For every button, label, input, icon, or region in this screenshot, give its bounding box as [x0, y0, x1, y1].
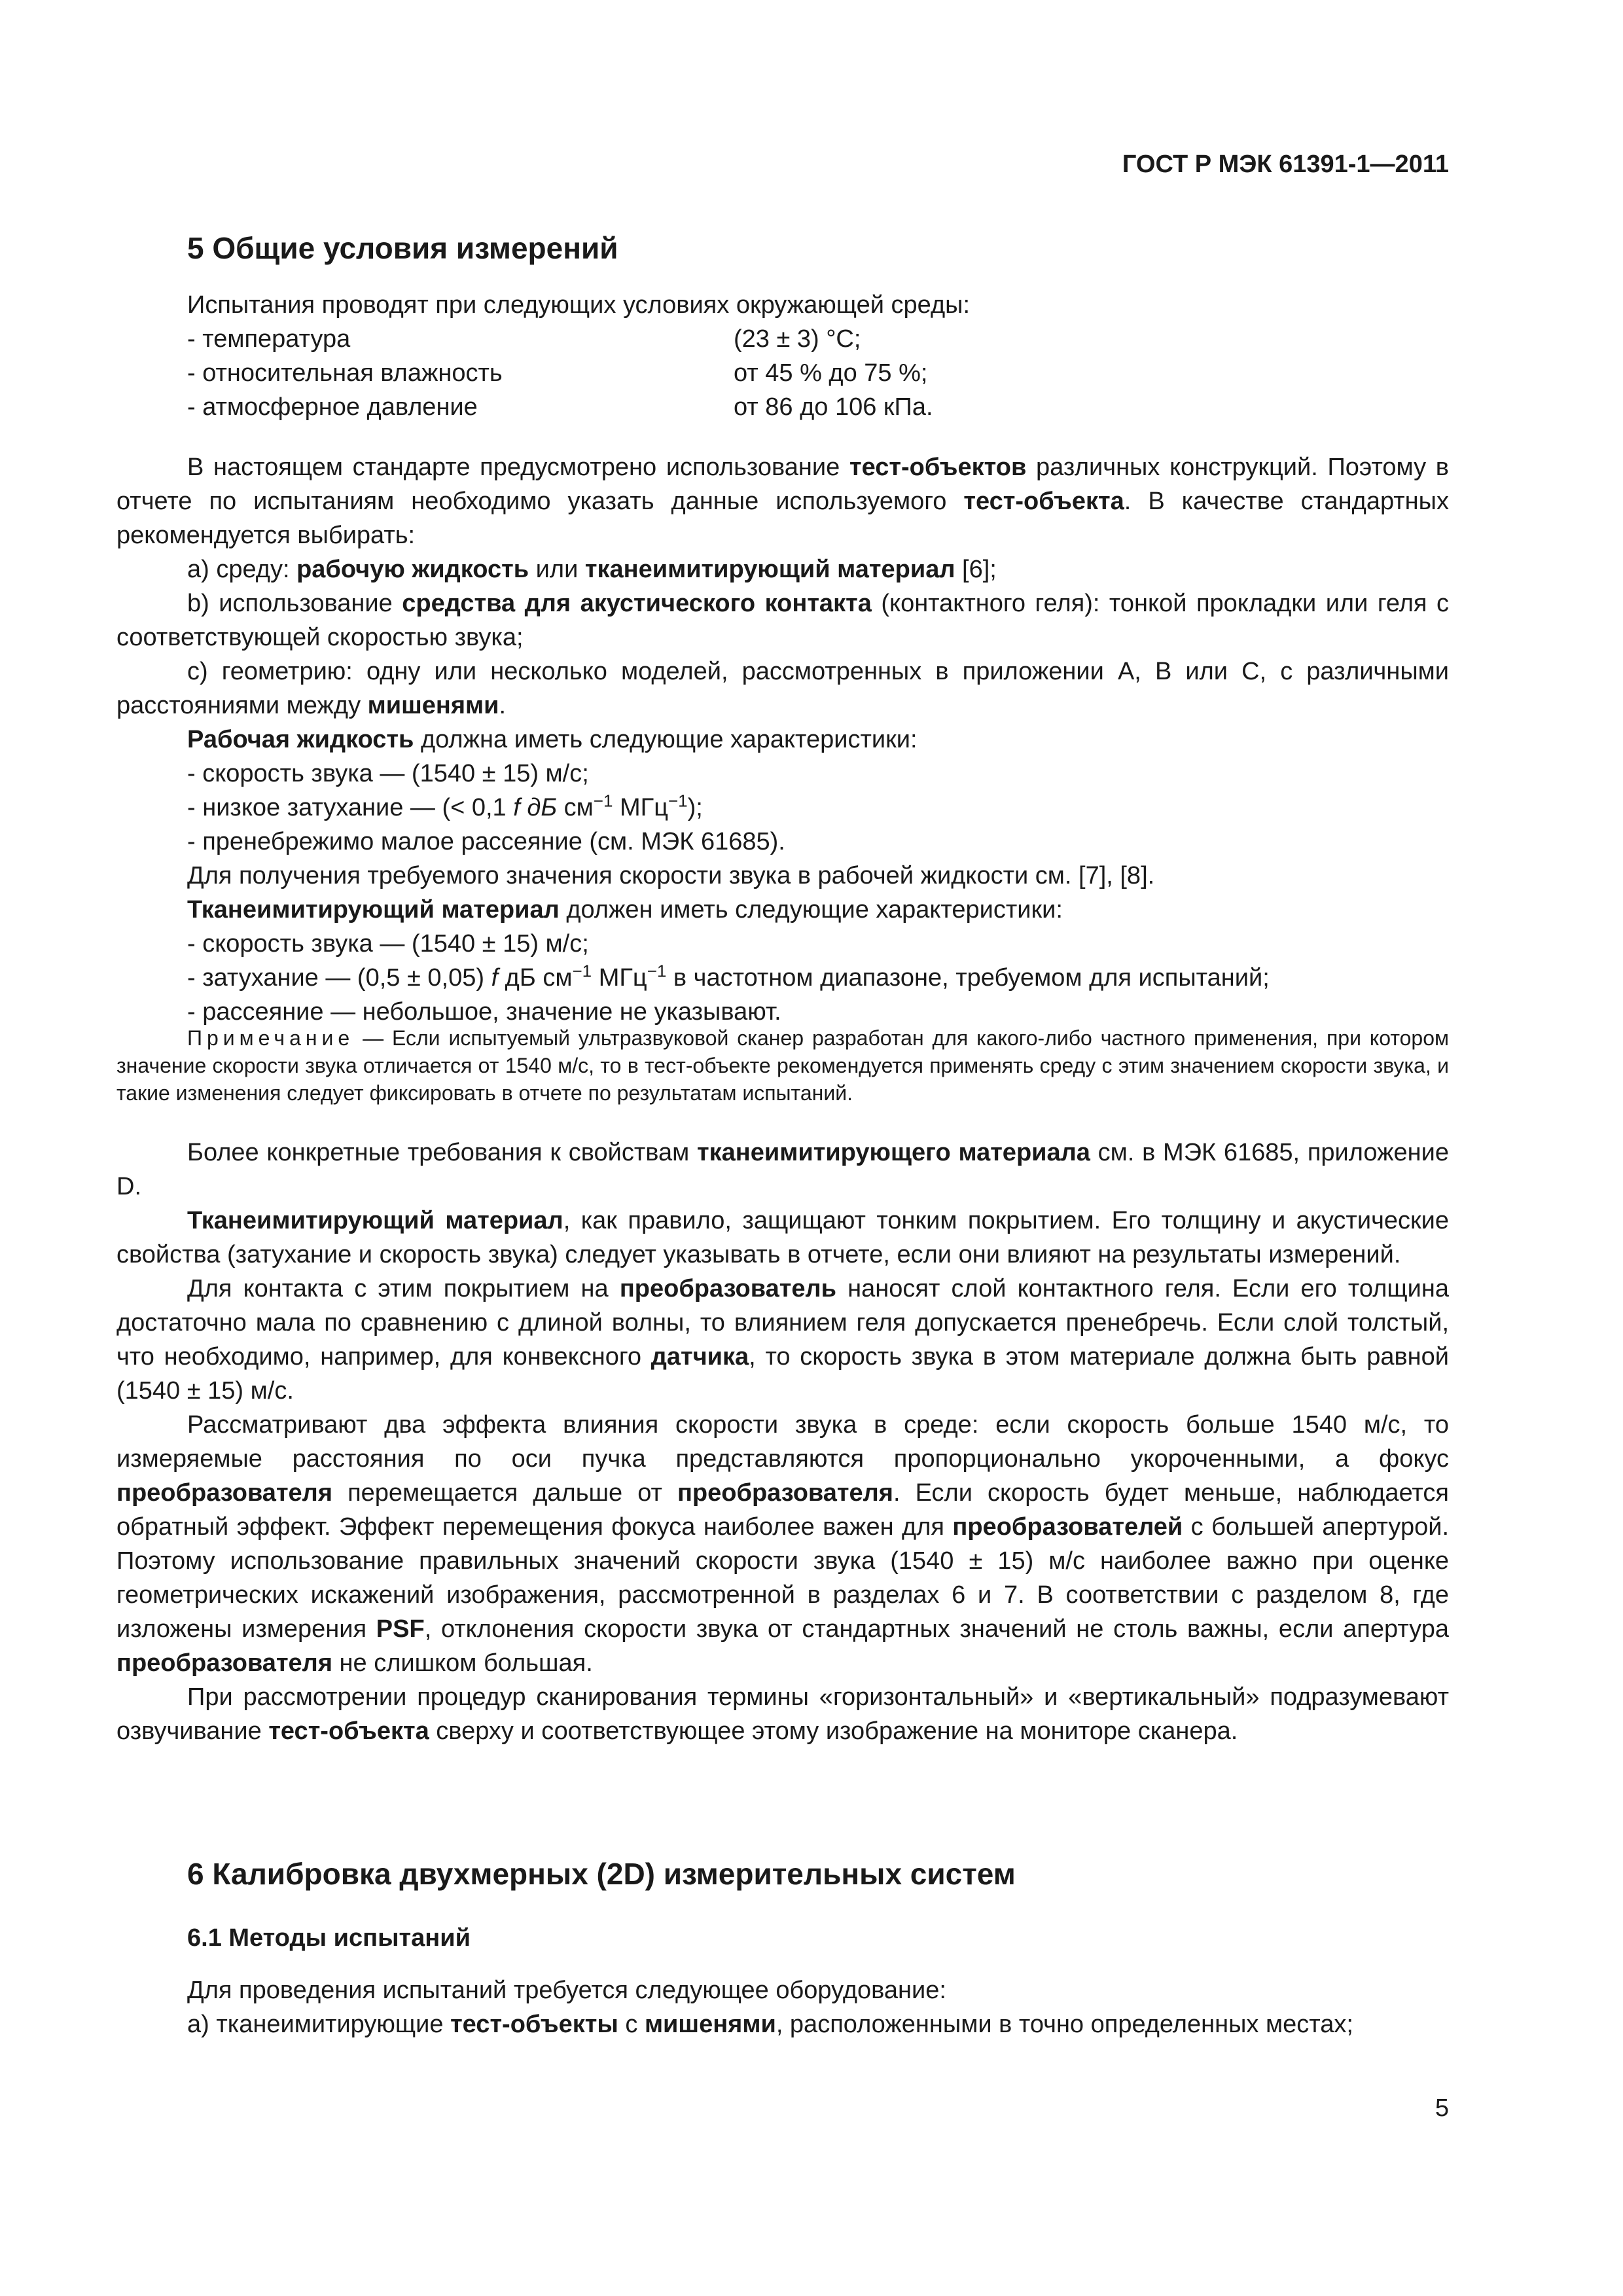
paragraph-orientation: При рассмотрении процедур сканирования термины «горизонтальный» и «вертикальный» подразумевают озвучивание тест-объекта сверху и соответствующее этому изображение на мониторе сканера.	[116, 1683, 1449, 1745]
section-5-body-upper	[116, 450, 1449, 1029]
list-item-a: а) среду: рабочую жидкость или тканеимитирующий материал [6];	[187, 556, 997, 583]
tm-scattering: - рассеяние — небольшое, значение не указывают.	[187, 998, 781, 1026]
document-page	[116, 0, 1449, 2296]
note-block	[116, 1024, 1449, 1107]
condition-name: - относительная влажность	[187, 359, 503, 387]
condition-name: - атмосферное давление	[187, 393, 478, 421]
condition-row	[187, 356, 970, 390]
tm-attenuation: - затухание — (0,5 ± 0,05) f дБ $см^{-1}$ МГц$^{-1}$ в частотном диапазоне, требуемом для испытаний;	[187, 961, 1270, 992]
page-number: 5	[1435, 2094, 1449, 2122]
section-5-title: 5 Общие условия измерений	[187, 231, 618, 265]
paragraph-coating: Тканеимитирующий материал, как правило, защищают тонким покрытием. Его толщину и акустические свойства (затухание и скорость звука) следует указывать в отчете, если они влияют на результаты измерений.	[116, 1207, 1449, 1268]
list-item-c: с) геометрию: одну или несколько моделей, рассмотренных в приложении А, В или С, с различными расстояниями между мишенями.	[116, 658, 1449, 719]
liquid-heading: Рабочая жидкость должна иметь следующие характеристики:	[187, 726, 918, 753]
conditions-intro: Испытания проводят при следующих условиях окружающей среды:	[187, 291, 970, 319]
equipment-item-a: а) тканеимитирующие тест-объекты с мишенями, расположенными в точно определенных местах;	[187, 2011, 1353, 2038]
condition-row	[187, 322, 970, 356]
equipment-intro: Для проведения испытаний требуется следующее оборудование:	[187, 1977, 946, 2004]
paragraph-speed-effects: Рассматривают два эффекта влияния скорости звука в среде: если скорость больше 1540 м/с, то измеряемые расстояния по оси пучка представляются пропорционально укороченными, а фокус преобразователя перемещается дальше от преобразователя. Если скорость будет меньше, наблюдается обратный эффект. Эффект перемещения фокуса наиболее важен для преобразователей с большей апертурой. Поэтому использование правильных значений скорости звука (1540 ± 15) м/с наиболее важно при оценке геометрических искажений изображения, рассмотренной в разделах 6 и 7. В соответствии с разделом 8, где изложены измерения PSF, отклонения скорости звука от стандартных значений не столь важны, если апертура преобразователя не слишком большая.	[116, 1411, 1450, 1677]
note-text: — Если испытуемый ультразвуковой сканер разработан для какого-либо частного применения, при котором значение скорости звука отличается от 1540 м/с, то в тест-объекте рекомендуется применять среду с этим значением скорости звука, и такие изменения следует фиксировать в отчете по результатам испытаний.	[116, 1026, 1449, 1105]
subsection-6-1-title: 6.1 Методы испытаний	[187, 1924, 471, 1952]
condition-value: от 45 % до 75 %;	[734, 359, 928, 387]
paragraph-specific-requirements: Более конкретные требования к свойствам тканеимитирующего материала см. в МЭК 61685, приложение D.	[116, 1139, 1449, 1200]
note-label: Примечание	[187, 1026, 355, 1050]
paragraph-gel: Для контакта с этим покрытием на преобразователь наносят слой контактного геля. Если его толщина достаточно мала по сравнению с длиной волны, то влиянием геля допускается пренебречь. Если слой толстый, что необходимо, например, для конвексного датчика, то скорость звука в этом материале должна быть равной (1540 ± 15) м/с.	[116, 1275, 1449, 1405]
condition-name: - температура	[187, 325, 351, 353]
section-5-body-lower	[116, 1136, 1449, 1748]
tm-speed: - скорость звука — (1540 ± 15) м/с;	[187, 930, 589, 958]
liquid-scattering: - пренебрежимо малое рассеяние (см. МЭК 61685).	[187, 828, 785, 855]
environment-conditions	[187, 288, 970, 424]
tm-heading: Тканеимитирующий материал должен иметь следующие характеристики:	[187, 896, 1063, 924]
document-reference: ГОСТ Р МЭК 61391-1—2011	[1122, 151, 1449, 178]
condition-row	[187, 390, 970, 424]
paragraph-test-objects: В настоящем стандарте предусмотрено использование тест-объектов различных конструкций. Поэтому в отчете по испытаниям необходимо указать данные используемого тест-объекта. В качестве стандартных рекомендуется выбирать:	[116, 454, 1449, 549]
list-item-b: b) использование средства для акустического контакта (контактного геля): тонкой прокладки или геля с соответствующей скоростью звука;	[116, 590, 1450, 651]
liquid-attenuation: - низкое затухание — (< 0,1 f дБ $см^{-1}$ МГц$^{-1}$);	[187, 791, 703, 821]
liquid-speed: - скорость звука — (1540 ± 15) м/с;	[187, 760, 589, 787]
section-6-title: 6 Калибровка двухмерных (2D) измерительных систем	[187, 1857, 1016, 1891]
liquid-reference: Для получения требуемого значения скорости звука в рабочей жидкости см. [7], [8].	[187, 862, 1155, 889]
condition-value: от 86 до 106 кПа.	[734, 393, 933, 421]
condition-value: (23 ± 3) °С;	[734, 325, 861, 353]
section-6-body	[116, 1973, 1449, 2041]
